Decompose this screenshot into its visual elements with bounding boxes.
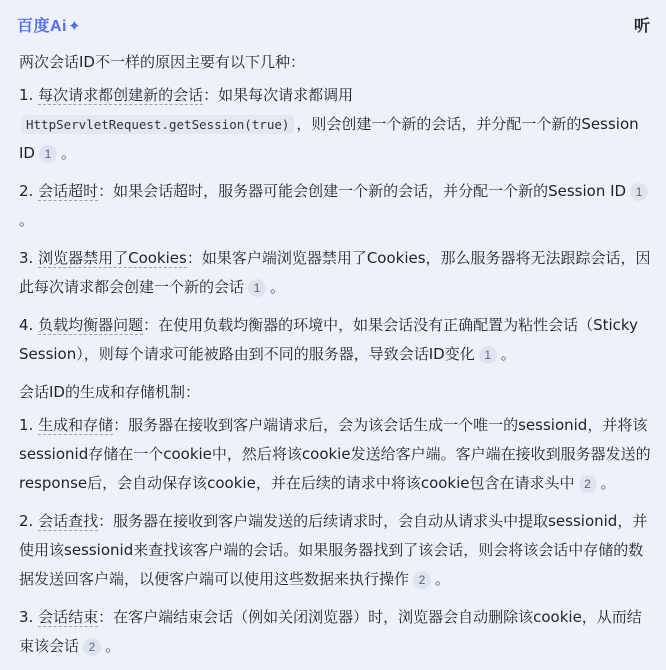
item-number: 4.: [19, 316, 34, 334]
item-number: 1.: [19, 416, 34, 434]
listen-button[interactable]: 听: [633, 16, 650, 35]
code-snippet: HttpServletRequest.getSession(true): [21, 115, 294, 134]
item-number: 2.: [19, 182, 34, 200]
citation-badge[interactable]: 2: [413, 571, 431, 589]
intro-text: 两次会话ID不一样的原因主要有以下几种：: [19, 53, 305, 71]
logo-text: 百度Ai: [17, 18, 68, 35]
reason-text: ，则会创建一个新的会话，并分配一个新的Session ID: [19, 115, 639, 162]
mechanism-term[interactable]: 生成和存储: [38, 416, 114, 434]
reason-term[interactable]: 会话超时: [38, 182, 99, 200]
end-punct: 。: [270, 278, 286, 296]
reason-text: ：如果会话超时，服务器可能会创建一个新的会话，并分配一个新的Session ID: [98, 182, 627, 200]
citation-badge[interactable]: 1: [39, 145, 57, 163]
end-punct: 。: [60, 144, 76, 162]
mechanism-item-1: [19, 411, 655, 498]
reason-pre: ：如果每次请求都调用: [203, 86, 354, 104]
answer-content: [19, 48, 655, 670]
citation-badge[interactable]: 1: [479, 346, 497, 364]
reason-text: ：在使用负载均衡器的环境中，如果会话没有正确配置为粘性会话（Sticky Session），则每个请求可能被路由到不同的服务器，导致会话ID变化: [19, 316, 638, 363]
top-bar: [0, 0, 666, 44]
baidu-ai-logo[interactable]: [17, 13, 81, 36]
reason-term[interactable]: 浏览器禁用了Cookies: [38, 249, 187, 267]
citation-badge[interactable]: 1: [630, 183, 648, 201]
end-punct: 。: [500, 345, 516, 363]
reason-item-2: [19, 177, 655, 235]
mechanism-text: ：服务器在接收到客户端请求后，会为该会话生成一个唯一的sessionid，并将该sessionid存储在一个cookie中，然后将该cookie发送给客户端。客户端在接收到服务器发送的response后，会自动保存该cookie，并在后续的请求中将该cookie包含在请求头中: [19, 416, 651, 492]
reason-term[interactable]: 每次请求都创建新的会话: [38, 86, 204, 104]
citation-badge[interactable]: 2: [83, 638, 101, 656]
end-punct: 。: [19, 211, 35, 229]
reason-item-4: [19, 311, 655, 369]
reason-text: ：如果客户端浏览器禁用了Cookies，那么服务器将无法跟踪会话，因此每次请求都会创建一个新的会话: [19, 249, 651, 296]
mechanism-text: ：在客户端结束会话（例如关闭浏览器）时，浏览器会自动删除该cookie，从而结束该会话: [19, 608, 642, 655]
end-punct: 。: [600, 474, 616, 492]
mechanism-item-3: [19, 603, 655, 661]
citation-badge[interactable]: 2: [579, 475, 597, 493]
sparkle-icon: ✦: [68, 18, 82, 35]
item-number: 2.: [19, 512, 34, 530]
reason-term[interactable]: 负载均衡器问题: [38, 316, 144, 334]
mechanism-term[interactable]: 会话结束: [38, 608, 99, 626]
reason-item-3: [19, 244, 655, 302]
end-punct: 。: [435, 570, 451, 588]
reason-item-1: [19, 81, 655, 168]
item-number: 1.: [19, 86, 34, 104]
item-number: 3.: [19, 249, 34, 267]
item-number: 3.: [19, 608, 34, 626]
mechanism-item-2: [19, 507, 655, 594]
mechanism-heading: 会话ID的生成和存储机制：: [19, 383, 200, 401]
citation-badge[interactable]: 1: [248, 279, 266, 297]
mechanism-term[interactable]: 会话查找: [38, 512, 99, 530]
end-punct: 。: [105, 637, 121, 655]
mechanism-text: ：服务器在接收到客户端发送的后续请求时，会自动从请求头中提取sessionid，并使用该sessionid来查找该客户端的会话。如果服务器找到了该会话，则会将该会话中存储的数据发送回客户端，以便客户端可以使用这些数据来执行操作: [19, 512, 648, 588]
